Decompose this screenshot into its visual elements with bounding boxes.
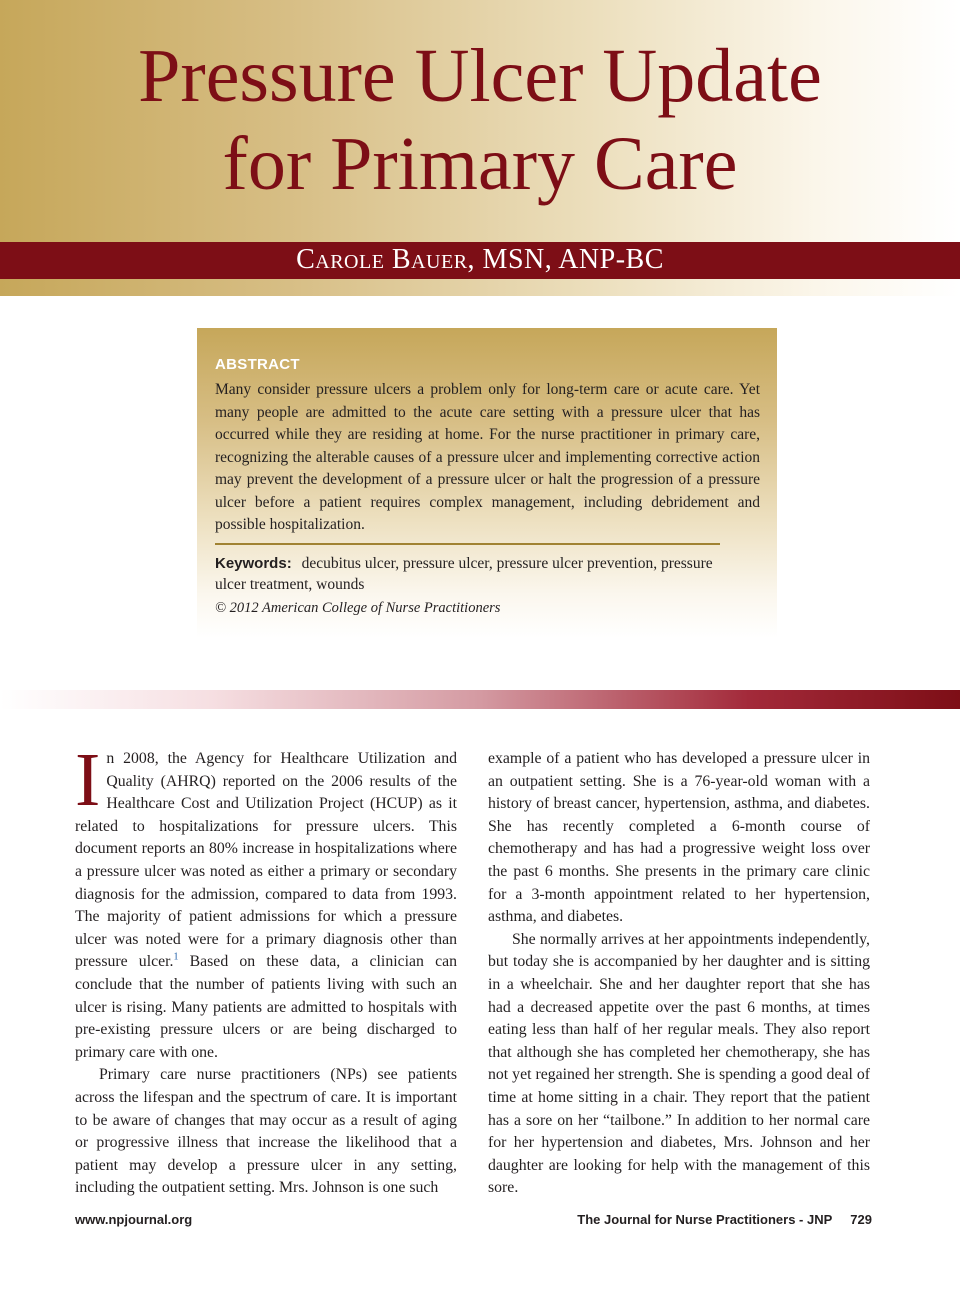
abstract-divider: [215, 543, 720, 545]
author-name: Carole Bauer, MSN, ANP-BC: [296, 244, 664, 275]
body-paragraph-3: example of a patient who has developed a pressure ulcer in an outpatient setting. She is a 76-year-old woman with a history of breast cancer, hypertension, asthma, and diabetes. She has recently completed a 6-month course of chemotherapy and has had a progressive weight loss over the past 6 months. She presents in the primary care clinic for a 3-month appointment related to her hypertension, asthma, and diabetes.: [488, 750, 870, 926]
page-number: 729: [850, 1212, 872, 1227]
title-line-1: Pressure Ulcer Update: [138, 34, 822, 118]
abstract-text: Many consider pressure ulcers a problem only for long-term care or acute care. Yet many people are admitted to the acute care setting with a pressure ulcer that has occurred while they are residing at home. For the nurse practitioner in primary care, recognizing the alterable causes of a pressure ulcer and implementing corrective action may prevent the development of a pressure ulcer or halt the progression of a pressure ulcer before a patient requires complex management, including debridement and possible hospitalization.: [215, 381, 760, 533]
abstract-heading: ABSTRACT: [215, 356, 300, 373]
copyright: © 2012 American College of Nurse Practitioners: [215, 600, 501, 616]
body-paragraph-1-text-a: n 2008, the Agency for Healthcare Utilization and Quality (AHRQ) reported on the 2006 results of the Healthcare Cost and Utilization Project (HCUP) as it related to hospitalizations for pressure ulcers. This document reports an 80% increase in hospitalizations where a pressure ulcer was noted as either a primary or secondary diagnosis for the admission, compared to data from 1993. The majority of patient admissions for which a pressure ulcer was noted were for a primary diagnosis other than pressure ulcer.: [75, 750, 457, 971]
title-line-2: for Primary Care: [222, 122, 738, 206]
section-divider: [0, 690, 960, 709]
body-paragraph-4: She normally arrives at her appointments independently, but today she is accompanied by her daughter and is sitting in a wheelchair. She and her daughter report that she has had a decreased appetite over the past 6 months, at times eating less than half of her regular meals. They also report that although she has completed her chemotherapy, she has not yet regained her strength. She is spending a good deal of time at home sitting in a chair. They report that the patient has a sore on her “tailbone.” In addition to her normal care for her hypertension and diabetes, Mrs. Johnson and her daughter are looking for help with the management of this sore.: [488, 930, 870, 1197]
keywords: [215, 553, 735, 595]
reference-link-1[interactable]: 1: [173, 952, 179, 964]
body-column-left: [75, 738, 457, 1200]
footer-journal: [577, 1212, 872, 1227]
body-paragraph-2: Primary care nurse practitioners (NPs) see patients across the lifespan and the spectrum of care. It is important to be aware of changes that may occur as a result of aging or progressive illness that increase the likelihood that a patient may develop a pressure ulcer in any setting, including the outpatient setting. Mrs. Johnson is one such: [75, 1066, 457, 1197]
body-paragraph-1-text-b: Based on these data, a clinician can conclude that the number of patients living with such an ulcer is rising. Many patients are admitted to hospitals with pre-existing pressure ulcers or are being discharged to primary care with one.: [75, 953, 457, 1061]
keywords-label: Keywords:: [215, 555, 292, 572]
body-paragraph-1: [75, 738, 457, 1064]
body-column-right: [488, 748, 870, 1200]
keywords-list: decubitus ulcer, pressure ulcer, pressure ulcer prevention, pressure ulcer treatment, wounds: [215, 555, 713, 593]
footer-journal-name: The Journal for Nurse Practitioners - JNP: [577, 1212, 833, 1227]
footer-website: www.npjournal.org: [75, 1212, 193, 1227]
article-title: [0, 32, 960, 208]
drop-cap: I: [75, 738, 101, 822]
